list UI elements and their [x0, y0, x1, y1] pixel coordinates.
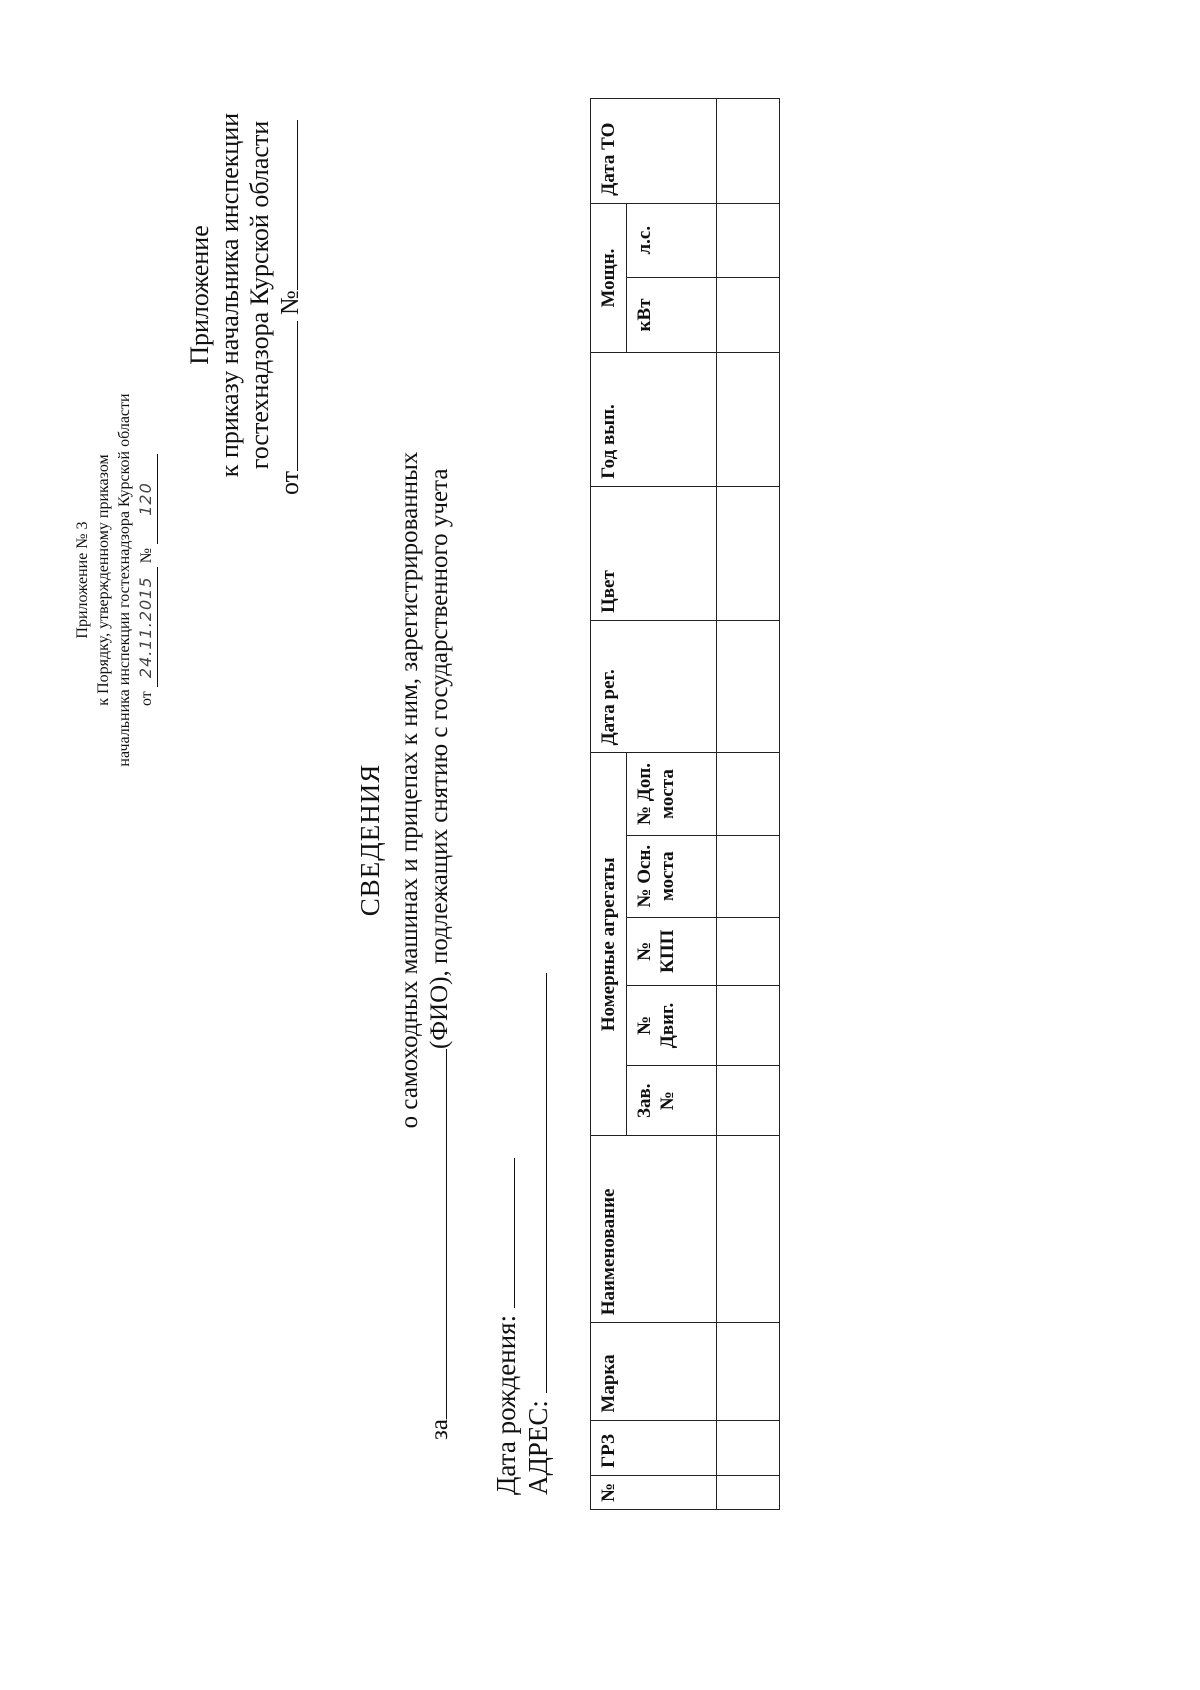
note-from-prefix: от — [138, 691, 155, 707]
col-to-date-header: Дата ТО — [591, 99, 717, 204]
appendix-line-1: к приказу начальника инспекции — [215, 112, 244, 478]
table-cell — [717, 1475, 780, 1509]
col-extra-axle-header: № Доп. моста — [627, 753, 717, 835]
col-brand-header: Марка — [591, 1323, 717, 1420]
vehicles-table — [590, 98, 780, 1510]
table-cell — [717, 486, 780, 620]
table-cell — [717, 985, 780, 1065]
table-cell — [717, 203, 780, 277]
col-hp-header: л.с. — [627, 203, 717, 277]
col-serial-header: Зав. № — [627, 1066, 717, 1136]
address-field — [522, 895, 554, 1495]
for-prefix: за — [426, 1419, 453, 1440]
address-label: АДРЕС: — [523, 1400, 553, 1495]
heading-line-2 — [425, 340, 454, 1440]
table-header-row-1 — [591, 99, 627, 1510]
table-cell — [717, 753, 780, 835]
table-row — [717, 99, 780, 1510]
table-cell — [717, 621, 780, 753]
note-line-3: начальника инспекции гостехнадзора Курской области — [116, 393, 133, 767]
col-gearbox-header: № КПП — [627, 917, 717, 985]
units-group-header: Номерные агрегаты — [591, 753, 627, 1136]
order-reference-note — [72, 340, 158, 820]
col-year-header: Год вып. — [591, 353, 717, 486]
col-kw-header: кВт — [627, 277, 717, 353]
col-engine-header: № Двиг. — [627, 985, 717, 1065]
col-color-header: Цвет — [591, 486, 717, 620]
col-grz-header: ГРЗ — [591, 1420, 717, 1475]
note-line-2: к Порядку, утвержденному приказом — [95, 454, 112, 706]
table-cell — [717, 917, 780, 985]
table-cell — [717, 1066, 780, 1136]
birth-date-label: Дата рождения: — [491, 1314, 521, 1495]
col-num-header: № — [591, 1475, 717, 1509]
table-cell — [717, 1323, 780, 1420]
appendix-date-line: от№ — [275, 75, 305, 515]
birth-date-blank — [514, 1158, 515, 1308]
table-cell — [717, 1420, 780, 1475]
fio-blank — [446, 1049, 447, 1419]
appendix-block — [185, 75, 305, 515]
table-cell — [717, 835, 780, 917]
power-group-header: Мощн. — [591, 203, 627, 353]
note-date-line — [135, 340, 158, 820]
handwritten-date: 24.11.2015 — [136, 576, 155, 679]
col-main-axle-header: № Осн. моста — [627, 835, 717, 917]
col-name-header: Наименование — [591, 1136, 717, 1323]
table-cell — [717, 1136, 780, 1323]
document-title: СВЕДЕНИЯ — [355, 763, 385, 917]
table-cell — [717, 353, 780, 486]
note-line-1: Приложение № 3 — [74, 521, 91, 639]
heading-line-2-text: (ФИО), подлежащих снятию с государственного учета — [426, 468, 453, 1050]
note-number-prefix: № — [138, 547, 155, 564]
table-cell — [717, 99, 780, 204]
handwritten-number: 120 — [136, 482, 155, 516]
address-blank — [546, 973, 547, 1393]
appendix-line-2: гостехнадзора Курской области — [245, 120, 274, 470]
birth-date-field — [490, 895, 522, 1495]
table-cell — [717, 277, 780, 353]
heading-line-1: о самоходных машинах и прицепах к ним, зарегистрированных — [396, 451, 423, 1129]
appendix-title: Приложение — [185, 225, 214, 365]
col-reg-date-header: Дата рег. — [591, 621, 717, 753]
